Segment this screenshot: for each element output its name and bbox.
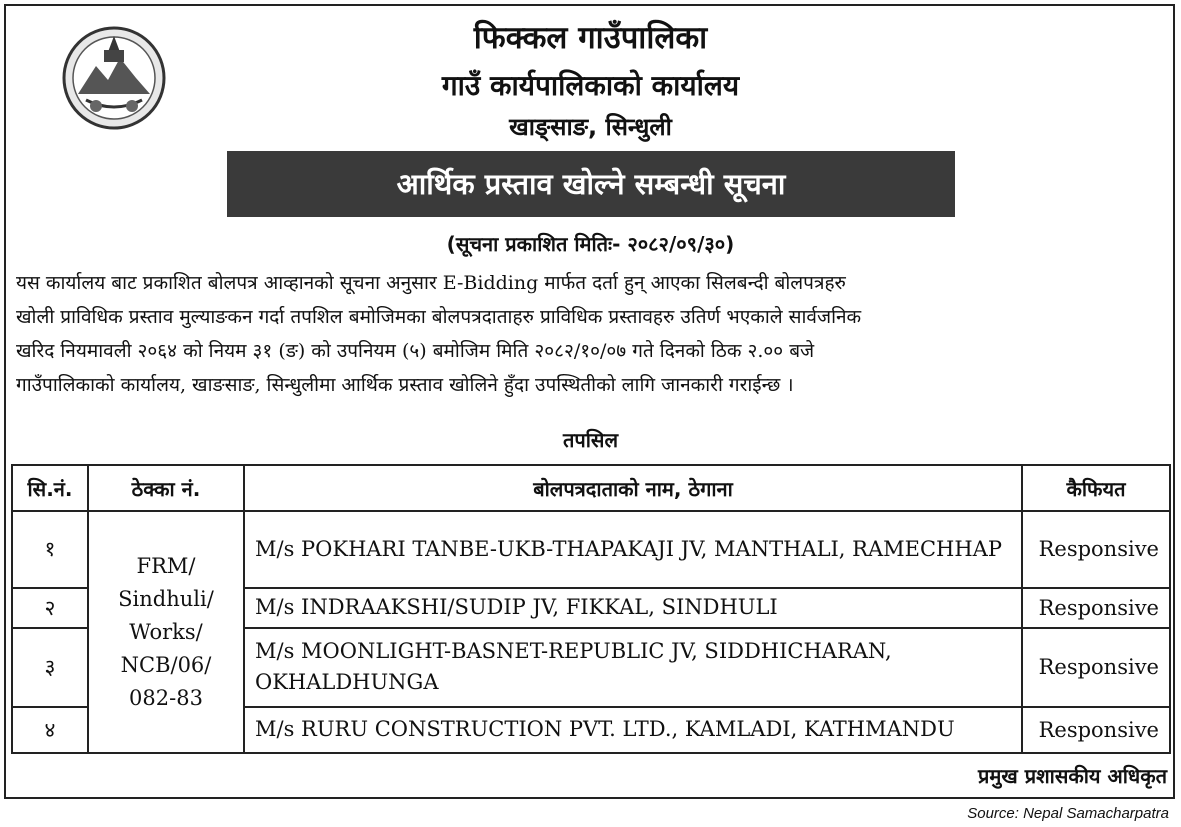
contract-line: Sindhuli/ bbox=[118, 586, 214, 611]
body-line: यस कार्यालय बाट प्रकाशित बोलपत्र आव्हानको सूचना अनुसार E-Bidding मार्फत दर्ता हुन् आएका सिलबन्दी बोलपत्रहरु bbox=[16, 272, 846, 294]
notice-body bbox=[16, 266, 1166, 402]
signatory-title: प्रमुख प्रशासकीय अधिकृत bbox=[978, 764, 1167, 788]
header-contract: ठेक्का नं. bbox=[88, 465, 244, 511]
office-name: फिक्कल गाउँपालिका bbox=[473, 20, 708, 56]
bidder-name: M/s MOONLIGHT-BASNET-REPUBLIC JV, SIDDHICHARAN, OKHALDHUNGA bbox=[244, 628, 1022, 707]
header-sn: सि.नं. bbox=[12, 465, 88, 511]
bidder-remarks: Responsive bbox=[1022, 588, 1170, 628]
row-sn: ३ bbox=[12, 628, 88, 707]
table-header-row bbox=[12, 465, 1170, 511]
row-sn: ४ bbox=[12, 707, 88, 753]
row-sn: २ bbox=[12, 588, 88, 628]
row-sn: १ bbox=[12, 511, 88, 588]
header-remarks: कैफियत bbox=[1022, 465, 1170, 511]
bidder-name: M/s INDRAAKSHI/SUDIP JV, FIKKAL, SINDHULI bbox=[244, 588, 1022, 628]
bidder-remarks: Responsive bbox=[1022, 628, 1170, 707]
source-credit: Source: Nepal Samacharpatra bbox=[967, 805, 1169, 822]
body-line: गाउँपालिकाको कार्यालय, खाङसाङ, सिन्धुलीमा आर्थिक प्रस्ताव खोलिने हुँदा उपस्थितीको लागि जानकारी गराईन्छ । bbox=[16, 374, 794, 396]
contract-line: 082-83 bbox=[129, 685, 203, 710]
contract-line: FRM/ bbox=[136, 553, 196, 578]
body-line: खोली प्राविधिक प्रस्ताव मुल्याङकन गर्दा तपशिल बमोजिमका बोलपत्रदाताहरु प्राविधिक प्रस्तावहरु उतिर्ण भएकाले सार्वजनिक bbox=[16, 306, 862, 328]
contract-number bbox=[88, 511, 244, 753]
header-bidder: बोलपत्रदाताको नाम, ठेगाना bbox=[244, 465, 1022, 511]
office-address: खाङ्साङ, सिन्धुली bbox=[509, 113, 672, 141]
body-line: खरिद नियमावली २०६४ को नियम ३१ (ङ) को उपनियम (५) बमोजिम मिति २०८२/१०/०७ गते दिनको ठिक २.०० बजे bbox=[16, 340, 815, 362]
bidder-table bbox=[11, 464, 1171, 754]
sub-office: गाउँ कार्यपालिकाको कार्यालय bbox=[441, 69, 740, 102]
contract-line: NCB/06/ bbox=[120, 652, 212, 677]
published-date: (सूचना प्रकाशित मितिः- २०८२/०९/३०) bbox=[446, 232, 735, 256]
bidder-name: M/s POKHARI TANBE-UKB-THAPAKAJI JV, MANTHALI, RAMECHHAP bbox=[244, 511, 1022, 588]
details-heading: तपसिल bbox=[562, 428, 619, 452]
bidder-remarks: Responsive bbox=[1022, 707, 1170, 753]
table-row bbox=[12, 511, 1170, 588]
notice-title: आर्थिक प्रस्ताव खोल्ने सम्बन्धी सूचना bbox=[227, 151, 955, 217]
bidder-remarks: Responsive bbox=[1022, 511, 1170, 588]
contract-line: Works/ bbox=[129, 619, 203, 644]
bidder-name: M/s RURU CONSTRUCTION PVT. LTD., KAMLADI, KATHMANDU bbox=[244, 707, 1022, 753]
